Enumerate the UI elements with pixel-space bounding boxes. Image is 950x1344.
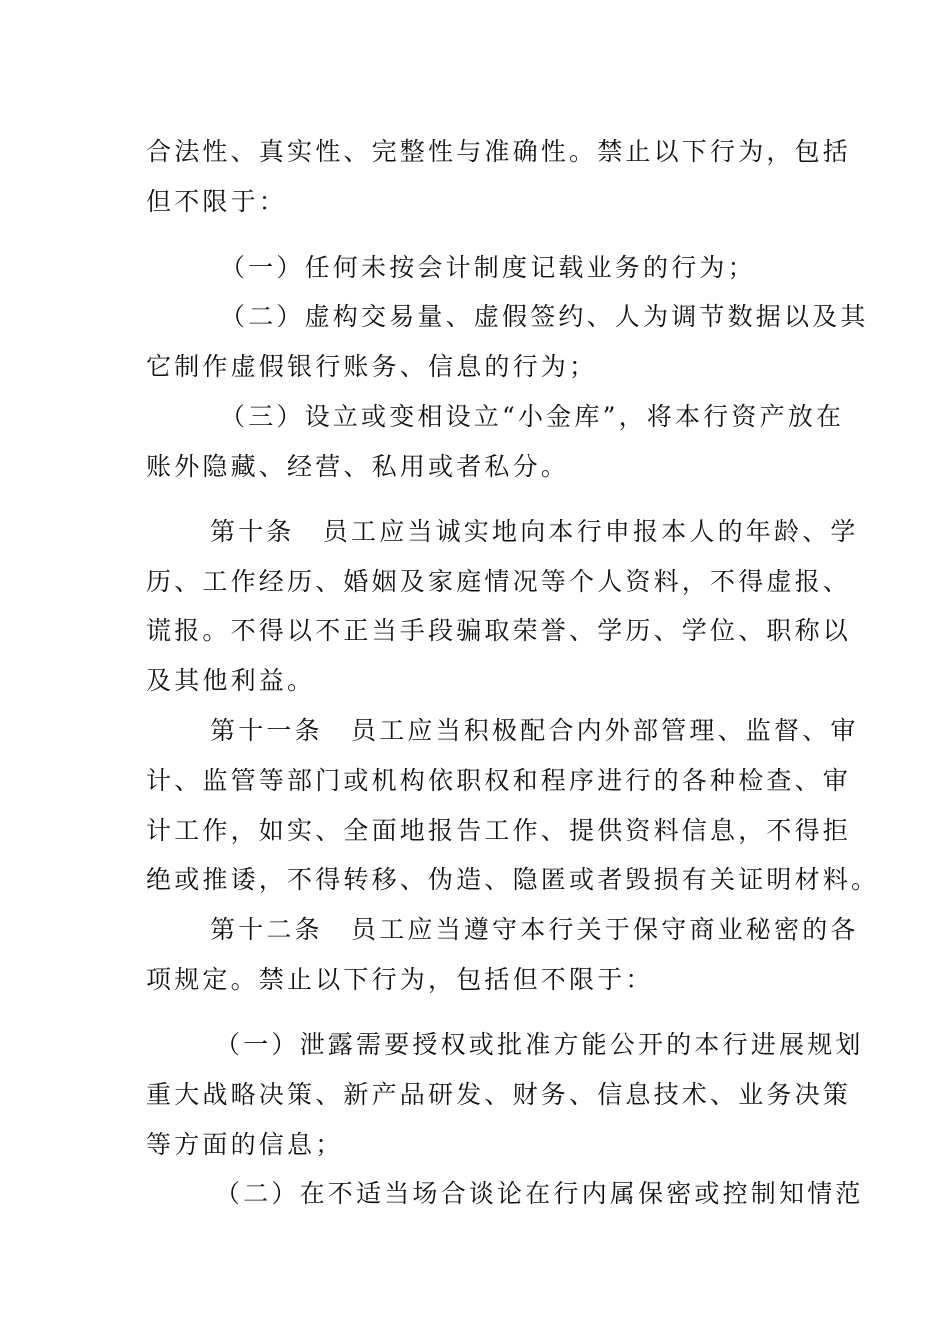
text-line: 但不限于： xyxy=(146,187,288,216)
text-line: 合法性、真实性、完整性与准确性。禁止以下行为，包括 xyxy=(146,137,852,166)
text-line: 历、工作经历、婚姻及家庭情况等个人资料，不得虚报、 xyxy=(146,567,852,596)
text-line: 计工作，如实、全面地报告工作、提供资料信息，不得拒 xyxy=(146,816,852,845)
text-line: 等方面的信息； xyxy=(146,1130,344,1159)
text-line: 第十一条 员工应当积极配合内外部管理、监督、审 xyxy=(210,716,859,745)
text-line: （一）任何未按会计制度记载业务的行为； xyxy=(220,253,756,282)
text-line: （二）在不适当场合谈论在行内属保密或控制知情范 xyxy=(215,1179,864,1208)
text-line: 它制作虚假银行账务、信息的行为； xyxy=(146,352,598,381)
text-line: （一）泄露需要授权或批准方能公开的本行进展规划 xyxy=(215,1030,864,1059)
text-line: 及其他利益。 xyxy=(146,666,316,695)
text-line: 第十条 员工应当诚实地向本行申报本人的年龄、学 xyxy=(210,517,859,546)
text-line: 重大战略决策、新产品研发、财务、信息技术、业务决策 xyxy=(146,1080,852,1109)
text-line: 账外隐藏、经营、私用或者私分。 xyxy=(146,452,570,481)
text-line: 计、监管等部门或机构依职权和程序进行的各种检查、审 xyxy=(146,766,852,795)
text-line: 谎报。不得以不正当手段骗取荣誉、学历、学位、职称以 xyxy=(146,616,852,645)
text-line: 第十二条 员工应当遵守本行关于保守商业秘密的各 xyxy=(210,915,859,944)
text-line: 绝或推诿，不得转移、伪造、隐匿或者毁损有关证明材料。 xyxy=(146,865,880,894)
text-line: （二）虚构交易量、虚假签约、人为调节数据以及其 xyxy=(220,302,869,331)
text-line: 项规定。禁止以下行为，包括但不限于： xyxy=(146,965,654,994)
text-line: （三）设立或变相设立“小金库”，将本行资产放在 xyxy=(220,402,845,431)
